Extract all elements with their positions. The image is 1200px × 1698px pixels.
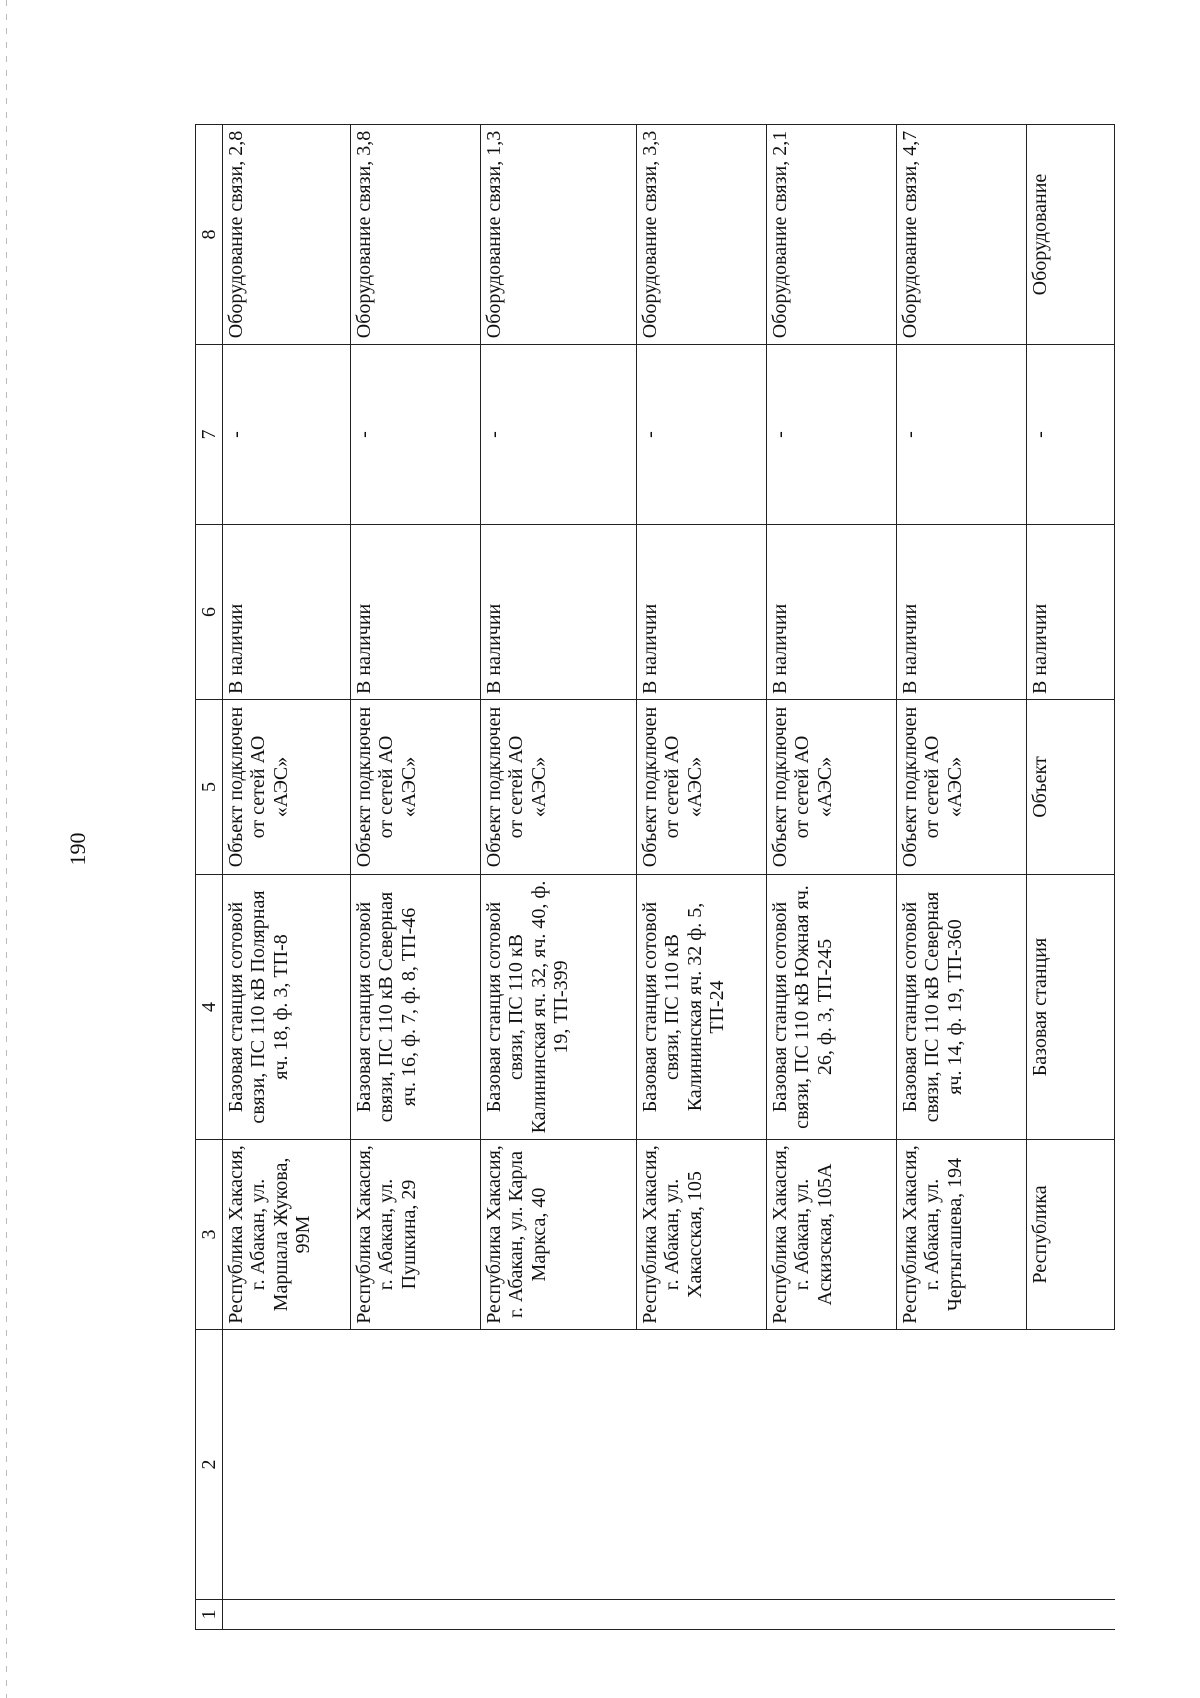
header-cell: 1 — [196, 1600, 223, 1630]
page-number: 190 — [65, 832, 90, 866]
load-cell: Оборудование связи, 1,3 — [481, 125, 637, 345]
address-cell: Республика Хакасия, г. Абакан, ул. Карла Маркса, 40 — [481, 1140, 637, 1330]
header-cell: 3 — [196, 1140, 223, 1330]
description-cell: Базовая станция сотовой связи, ПС 110 кВ Калининская яч. 32 ф. 5, ТП-24 — [637, 875, 767, 1140]
col7-cell: - — [223, 345, 351, 525]
connection-cell: Объект подключен от сетей АО «АЭС» — [637, 700, 767, 875]
load-cell: Оборудование связи, 3,3 — [637, 125, 767, 345]
rotated-table-wrapper — [195, 125, 1115, 1630]
connection-cell: Объект подключен от сетей АО «АЭС» — [351, 700, 481, 875]
connection-cell: Объект подключен от сетей АО «АЭС» — [767, 700, 897, 875]
header-cell: 7 — [196, 345, 223, 525]
connection-cell: Объект подключен от сетей АО «АЭС» — [897, 700, 1027, 875]
description-cell: Базовая станция — [1027, 875, 1115, 1140]
header-cell: 5 — [196, 700, 223, 875]
col7-cell: - — [637, 345, 767, 525]
availability-cell: В наличии — [351, 525, 481, 700]
data-table — [195, 124, 1115, 1630]
availability-cell: В наличии — [767, 525, 897, 700]
description-cell: Базовая станция сотовой связи, ПС 110 кВ Калининская яч. 32, яч. 40, ф. 19, ТП-399 — [481, 875, 637, 1140]
col7-cell: - — [481, 345, 637, 525]
description-cell: Базовая станция сотовой связи, ПС 110 кВ Северная яч. 16, ф. 7, ф. 8, ТП-46 — [351, 875, 481, 1140]
availability-cell: В наличии — [223, 525, 351, 700]
col7-cell: - — [767, 345, 897, 525]
table-header-row — [196, 125, 223, 1630]
col7-cell: - — [351, 345, 481, 525]
header-cell: 8 — [196, 125, 223, 345]
header-cell: 2 — [196, 1330, 223, 1600]
address-cell: Республика Хакасия, г. Абакан, ул. Аскизская, 105А — [767, 1140, 897, 1330]
empty-cell-col1 — [223, 1600, 1115, 1630]
header-cell: 4 — [196, 875, 223, 1140]
connection-cell: Объект — [1027, 700, 1115, 875]
table-row — [223, 125, 351, 1630]
address-cell: Республика Хакасия, г. Абакан, ул. Пушкина, 29 — [351, 1140, 481, 1330]
connection-cell: Объект подключен от сетей АО «АЭС» — [481, 700, 637, 875]
col7-cell: - — [897, 345, 1027, 525]
scan-edge-artifact — [6, 0, 7, 1698]
connection-cell: Объект подключен от сетей АО «АЭС» — [223, 700, 351, 875]
load-cell: Оборудование связи, 2,1 — [767, 125, 897, 345]
description-cell: Базовая станция сотовой связи, ПС 110 кВ Полярная яч. 18, ф. 3, ТП-8 — [223, 875, 351, 1140]
load-cell: Оборудование связи, 3,8 — [351, 125, 481, 345]
load-cell: Оборудование связи, 2,8 — [223, 125, 351, 345]
description-cell: Базовая станция сотовой связи, ПС 110 кВ Южная яч. 26, ф. 3, ТП-245 — [767, 875, 897, 1140]
address-cell: Республика Хакасия, г. Абакан, ул. Хакасская, 105 — [637, 1140, 767, 1330]
address-cell: Республика — [1027, 1140, 1115, 1330]
col7-cell: - — [1027, 345, 1115, 525]
availability-cell: В наличии — [1027, 525, 1115, 700]
load-cell: Оборудование — [1027, 125, 1115, 345]
address-cell: Республика Хакасия, г. Абакан, ул. Чертыгашева, 194 — [897, 1140, 1027, 1330]
availability-cell: В наличии — [481, 525, 637, 700]
description-cell: Базовая станция сотовой связи, ПС 110 кВ Северная яч. 14, ф. 19, ТП-360 — [897, 875, 1027, 1140]
availability-cell: В наличии — [637, 525, 767, 700]
header-cell: 6 — [196, 525, 223, 700]
load-cell: Оборудование связи, 4,7 — [897, 125, 1027, 345]
empty-cell-col2 — [223, 1330, 1115, 1600]
address-cell: Республика Хакасия, г. Абакан, ул. Маршала Жукова, 99М — [223, 1140, 351, 1330]
availability-cell: В наличии — [897, 525, 1027, 700]
